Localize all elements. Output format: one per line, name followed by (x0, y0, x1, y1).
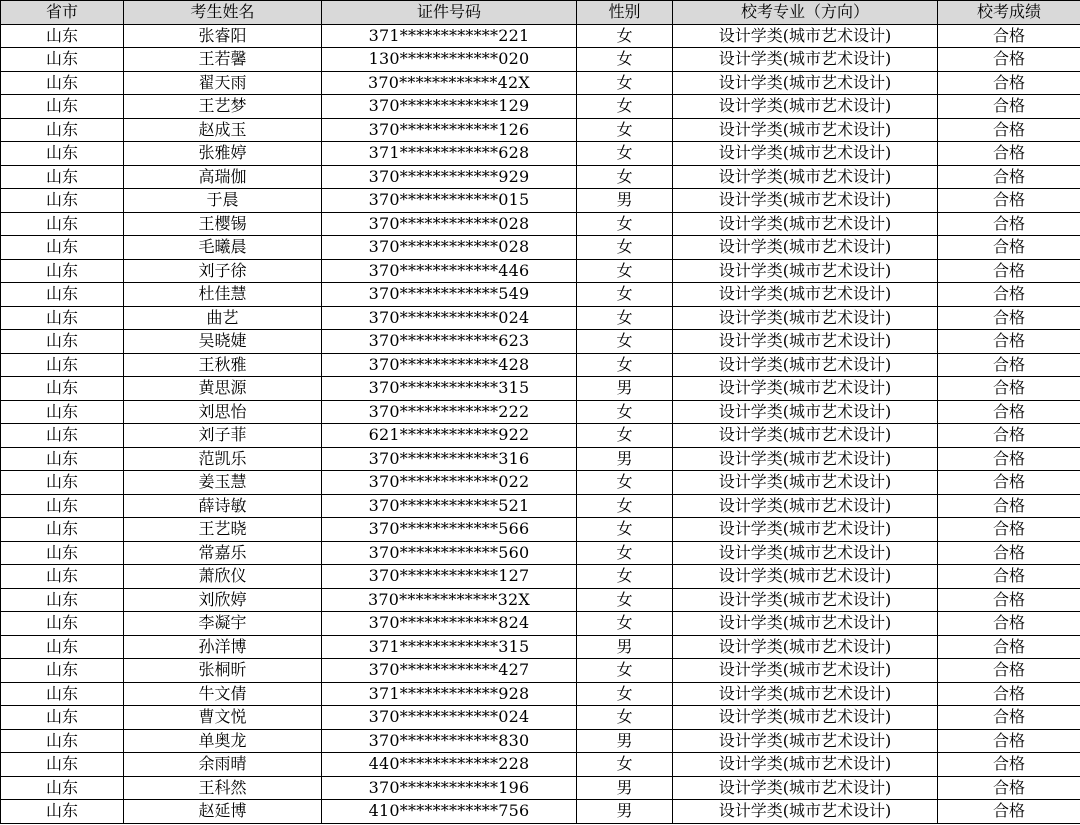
cell-gender: 男 (577, 635, 673, 659)
cell-province: 山东 (1, 95, 124, 119)
cell-result: 合格 (938, 682, 1080, 706)
cell-major: 设计学类(城市艺术设计) (673, 447, 938, 471)
cell-name: 黄思源 (124, 377, 322, 401)
table-row (1, 471, 1080, 495)
cell-province: 山东 (1, 259, 124, 283)
cell-major: 设计学类(城市艺术设计) (673, 424, 938, 448)
cell-major: 设计学类(城市艺术设计) (673, 212, 938, 236)
cell-province: 山东 (1, 71, 124, 95)
cell-province: 山东 (1, 471, 124, 495)
cell-major: 设计学类(城市艺术设计) (673, 588, 938, 612)
cell-gender: 男 (577, 377, 673, 401)
table-body (1, 24, 1080, 823)
cell-id-number: 370************022 (322, 471, 577, 495)
cell-name: 王若馨 (124, 48, 322, 72)
cell-province: 山东 (1, 612, 124, 636)
cell-result: 合格 (938, 259, 1080, 283)
cell-province: 山东 (1, 706, 124, 730)
cell-id-number: 370************127 (322, 565, 577, 589)
cell-major: 设计学类(城市艺术设计) (673, 682, 938, 706)
cell-result: 合格 (938, 24, 1080, 48)
cell-name: 张雅婷 (124, 142, 322, 166)
cell-result: 合格 (938, 212, 1080, 236)
cell-id-number: 370************32X (322, 588, 577, 612)
cell-name: 王科然 (124, 776, 322, 800)
cell-id-number: 370************129 (322, 95, 577, 119)
cell-result: 合格 (938, 612, 1080, 636)
cell-major: 设计学类(城市艺术设计) (673, 142, 938, 166)
cell-name: 毛曦晨 (124, 236, 322, 260)
cell-result: 合格 (938, 189, 1080, 213)
cell-gender: 女 (577, 95, 673, 119)
cell-province: 山东 (1, 212, 124, 236)
table-row (1, 612, 1080, 636)
header-name: 考生姓名 (124, 1, 322, 25)
cell-gender: 女 (577, 659, 673, 683)
cell-id-number: 370************929 (322, 165, 577, 189)
cell-gender: 女 (577, 400, 673, 424)
cell-province: 山东 (1, 24, 124, 48)
cell-result: 合格 (938, 142, 1080, 166)
cell-major: 设计学类(城市艺术设计) (673, 541, 938, 565)
cell-id-number: 370************623 (322, 330, 577, 354)
table-row (1, 48, 1080, 72)
cell-province: 山东 (1, 142, 124, 166)
cell-result: 合格 (938, 565, 1080, 589)
cell-major: 设计学类(城市艺术设计) (673, 236, 938, 260)
cell-name: 余雨晴 (124, 753, 322, 777)
cell-id-number: 370************566 (322, 518, 577, 542)
cell-name: 刘子菲 (124, 424, 322, 448)
cell-major: 设计学类(城市艺术设计) (673, 48, 938, 72)
cell-gender: 女 (577, 682, 673, 706)
cell-id-number: 370************549 (322, 283, 577, 307)
cell-province: 山东 (1, 48, 124, 72)
cell-name: 于晨 (124, 189, 322, 213)
cell-province: 山东 (1, 800, 124, 824)
cell-name: 范凯乐 (124, 447, 322, 471)
cell-major: 设计学类(城市艺术设计) (673, 635, 938, 659)
cell-major: 设计学类(城市艺术设计) (673, 118, 938, 142)
cell-province: 山东 (1, 165, 124, 189)
cell-id-number: 371************221 (322, 24, 577, 48)
table-row (1, 706, 1080, 730)
cell-gender: 女 (577, 424, 673, 448)
cell-province: 山东 (1, 189, 124, 213)
cell-name: 张睿阳 (124, 24, 322, 48)
cell-major: 设计学类(城市艺术设计) (673, 377, 938, 401)
cell-id-number: 130************020 (322, 48, 577, 72)
cell-name: 翟天雨 (124, 71, 322, 95)
header-province: 省市 (1, 1, 124, 25)
cell-major: 设计学类(城市艺术设计) (673, 612, 938, 636)
cell-result: 合格 (938, 330, 1080, 354)
cell-province: 山东 (1, 776, 124, 800)
cell-major: 设计学类(城市艺术设计) (673, 753, 938, 777)
cell-id-number: 370************024 (322, 706, 577, 730)
table-row (1, 95, 1080, 119)
cell-gender: 女 (577, 283, 673, 307)
cell-gender: 女 (577, 353, 673, 377)
cell-province: 山东 (1, 518, 124, 542)
table-row (1, 776, 1080, 800)
cell-name: 刘子徐 (124, 259, 322, 283)
cell-id-number: 370************428 (322, 353, 577, 377)
table-row (1, 236, 1080, 260)
header-major: 校考专业（方向） (673, 1, 938, 25)
cell-gender: 女 (577, 706, 673, 730)
cell-name: 曹文悦 (124, 706, 322, 730)
cell-gender: 女 (577, 306, 673, 330)
cell-name: 张桐昕 (124, 659, 322, 683)
cell-major: 设计学类(城市艺术设计) (673, 259, 938, 283)
header-row (1, 1, 1080, 25)
cell-gender: 女 (577, 165, 673, 189)
header-id-number: 证件号码 (322, 1, 577, 25)
cell-name: 牛文倩 (124, 682, 322, 706)
table-row (1, 189, 1080, 213)
cell-major: 设计学类(城市艺术设计) (673, 706, 938, 730)
cell-major: 设计学类(城市艺术设计) (673, 306, 938, 330)
table-row (1, 400, 1080, 424)
header-result: 校考成绩 (938, 1, 1080, 25)
cell-gender: 女 (577, 118, 673, 142)
cell-province: 山东 (1, 753, 124, 777)
cell-result: 合格 (938, 306, 1080, 330)
cell-id-number: 370************446 (322, 259, 577, 283)
cell-result: 合格 (938, 165, 1080, 189)
cell-province: 山东 (1, 283, 124, 307)
table-row (1, 753, 1080, 777)
cell-major: 设计学类(城市艺术设计) (673, 565, 938, 589)
table-row (1, 494, 1080, 518)
cell-major: 设计学类(城市艺术设计) (673, 165, 938, 189)
cell-gender: 女 (577, 330, 673, 354)
cell-result: 合格 (938, 377, 1080, 401)
cell-result: 合格 (938, 71, 1080, 95)
table-row (1, 424, 1080, 448)
cell-result: 合格 (938, 753, 1080, 777)
table-row (1, 283, 1080, 307)
cell-result: 合格 (938, 706, 1080, 730)
cell-gender: 女 (577, 24, 673, 48)
cell-major: 设计学类(城市艺术设计) (673, 776, 938, 800)
cell-id-number: 370************028 (322, 236, 577, 260)
cell-major: 设计学类(城市艺术设计) (673, 400, 938, 424)
table-row (1, 212, 1080, 236)
cell-province: 山东 (1, 541, 124, 565)
cell-id-number: 371************628 (322, 142, 577, 166)
cell-id-number: 370************126 (322, 118, 577, 142)
cell-name: 刘思怡 (124, 400, 322, 424)
cell-name: 高瑞伽 (124, 165, 322, 189)
cell-id-number: 370************315 (322, 377, 577, 401)
cell-name: 赵延博 (124, 800, 322, 824)
cell-name: 王樱锡 (124, 212, 322, 236)
cell-gender: 女 (577, 588, 673, 612)
cell-major: 设计学类(城市艺术设计) (673, 71, 938, 95)
cell-gender: 女 (577, 518, 673, 542)
cell-name: 萧欣仪 (124, 565, 322, 589)
table-row (1, 447, 1080, 471)
cell-name: 常嘉乐 (124, 541, 322, 565)
cell-result: 合格 (938, 541, 1080, 565)
cell-gender: 女 (577, 259, 673, 283)
cell-gender: 男 (577, 800, 673, 824)
cell-result: 合格 (938, 95, 1080, 119)
table-row (1, 377, 1080, 401)
cell-id-number: 370************824 (322, 612, 577, 636)
table-row (1, 259, 1080, 283)
cell-id-number: 370************222 (322, 400, 577, 424)
cell-province: 山东 (1, 729, 124, 753)
cell-province: 山东 (1, 306, 124, 330)
cell-gender: 女 (577, 48, 673, 72)
cell-gender: 女 (577, 236, 673, 260)
cell-result: 合格 (938, 518, 1080, 542)
table-row (1, 118, 1080, 142)
cell-major: 设计学类(城市艺术设计) (673, 330, 938, 354)
cell-result: 合格 (938, 424, 1080, 448)
cell-major: 设计学类(城市艺术设计) (673, 353, 938, 377)
cell-id-number: 370************560 (322, 541, 577, 565)
cell-name: 王秋雅 (124, 353, 322, 377)
cell-gender: 男 (577, 776, 673, 800)
cell-province: 山东 (1, 565, 124, 589)
table-row (1, 518, 1080, 542)
cell-result: 合格 (938, 494, 1080, 518)
cell-result: 合格 (938, 118, 1080, 142)
cell-id-number: 440************228 (322, 753, 577, 777)
cell-name: 孙洋博 (124, 635, 322, 659)
cell-result: 合格 (938, 48, 1080, 72)
table-row (1, 353, 1080, 377)
cell-major: 设计学类(城市艺术设计) (673, 800, 938, 824)
table-row (1, 541, 1080, 565)
cell-gender: 男 (577, 729, 673, 753)
cell-result: 合格 (938, 471, 1080, 495)
cell-province: 山东 (1, 588, 124, 612)
cell-gender: 女 (577, 71, 673, 95)
cell-gender: 女 (577, 565, 673, 589)
table-row (1, 659, 1080, 683)
cell-province: 山东 (1, 377, 124, 401)
cell-id-number: 371************315 (322, 635, 577, 659)
cell-id-number: 410************756 (322, 800, 577, 824)
cell-result: 合格 (938, 447, 1080, 471)
cell-province: 山东 (1, 353, 124, 377)
table-row (1, 165, 1080, 189)
cell-id-number: 370************830 (322, 729, 577, 753)
cell-id-number: 621************922 (322, 424, 577, 448)
table-row (1, 330, 1080, 354)
cell-gender: 女 (577, 471, 673, 495)
cell-major: 设计学类(城市艺术设计) (673, 283, 938, 307)
cell-name: 姜玉慧 (124, 471, 322, 495)
cell-name: 杜佳慧 (124, 283, 322, 307)
cell-result: 合格 (938, 400, 1080, 424)
table-row (1, 800, 1080, 824)
cell-result: 合格 (938, 729, 1080, 753)
cell-id-number: 370************316 (322, 447, 577, 471)
cell-result: 合格 (938, 353, 1080, 377)
cell-result: 合格 (938, 283, 1080, 307)
cell-major: 设计学类(城市艺术设计) (673, 471, 938, 495)
header-gender: 性别 (577, 1, 673, 25)
table-row (1, 71, 1080, 95)
cell-result: 合格 (938, 776, 1080, 800)
cell-province: 山东 (1, 400, 124, 424)
cell-major: 设计学类(城市艺术设计) (673, 518, 938, 542)
cell-province: 山东 (1, 330, 124, 354)
cell-result: 合格 (938, 800, 1080, 824)
cell-gender: 男 (577, 447, 673, 471)
cell-gender: 女 (577, 541, 673, 565)
cell-gender: 女 (577, 753, 673, 777)
cell-gender: 女 (577, 142, 673, 166)
cell-id-number: 370************024 (322, 306, 577, 330)
cell-result: 合格 (938, 236, 1080, 260)
cell-name: 赵成玉 (124, 118, 322, 142)
cell-province: 山东 (1, 659, 124, 683)
cell-major: 设计学类(城市艺术设计) (673, 24, 938, 48)
table-row (1, 306, 1080, 330)
cell-id-number: 370************028 (322, 212, 577, 236)
cell-id-number: 370************521 (322, 494, 577, 518)
cell-major: 设计学类(城市艺术设计) (673, 95, 938, 119)
cell-name: 王艺梦 (124, 95, 322, 119)
cell-name: 单奥龙 (124, 729, 322, 753)
cell-result: 合格 (938, 659, 1080, 683)
cell-name: 曲艺 (124, 306, 322, 330)
cell-name: 吴晓婕 (124, 330, 322, 354)
cell-name: 王艺晓 (124, 518, 322, 542)
cell-province: 山东 (1, 494, 124, 518)
cell-major: 设计学类(城市艺术设计) (673, 729, 938, 753)
cell-id-number: 370************196 (322, 776, 577, 800)
table-row (1, 24, 1080, 48)
cell-province: 山东 (1, 682, 124, 706)
cell-id-number: 370************42X (322, 71, 577, 95)
cell-province: 山东 (1, 424, 124, 448)
cell-gender: 女 (577, 612, 673, 636)
cell-result: 合格 (938, 588, 1080, 612)
table-row (1, 588, 1080, 612)
cell-id-number: 370************015 (322, 189, 577, 213)
cell-id-number: 370************427 (322, 659, 577, 683)
cell-major: 设计学类(城市艺术设计) (673, 659, 938, 683)
cell-result: 合格 (938, 635, 1080, 659)
cell-province: 山东 (1, 447, 124, 471)
cell-gender: 女 (577, 212, 673, 236)
cell-name: 刘欣婷 (124, 588, 322, 612)
cell-id-number: 371************928 (322, 682, 577, 706)
cell-gender: 女 (577, 494, 673, 518)
table-row (1, 635, 1080, 659)
cell-major: 设计学类(城市艺术设计) (673, 494, 938, 518)
cell-province: 山东 (1, 236, 124, 260)
table-row (1, 729, 1080, 753)
cell-name: 李凝宇 (124, 612, 322, 636)
table-row (1, 565, 1080, 589)
cell-province: 山东 (1, 118, 124, 142)
cell-province: 山东 (1, 635, 124, 659)
cell-gender: 男 (577, 189, 673, 213)
table-row (1, 142, 1080, 166)
cell-major: 设计学类(城市艺术设计) (673, 189, 938, 213)
table-row (1, 682, 1080, 706)
cell-name: 薛诗敏 (124, 494, 322, 518)
